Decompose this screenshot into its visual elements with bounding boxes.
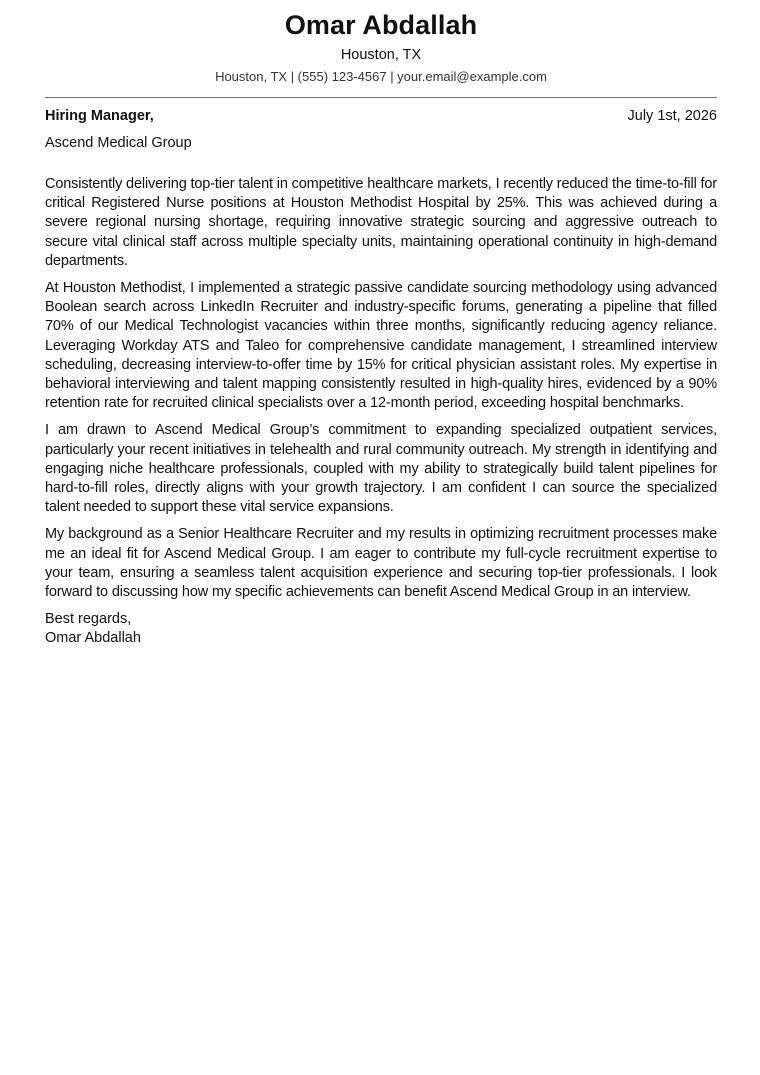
contact-line: Houston, TX | (555) 123-4567 | your.email@example.com — [215, 69, 547, 84]
body-paragraph: Consistently delivering top-tier talent in competitive healthcare markets, I recently reduced the time-to-fill for critical Registered Nurse positions at Houston Methodist Hospital by 25%. This was achieved during a severe regional nursing shortage, requiring innovative strategic sourcing and aggressive outreach to secure vital clinical staff across multiple specialty units, maintaining operational continuity in high-demand departments. — [45, 176, 717, 269]
recipient-company: Ascend Medical Group — [45, 135, 192, 151]
closing-phrase: Best regards, — [45, 611, 132, 628]
salutation: Hiring Manager, — [45, 108, 154, 124]
header-divider — [45, 97, 717, 98]
letter-date: July 1st, 2026 — [627, 108, 717, 124]
letter-closing — [45, 610, 717, 648]
signature-name: Omar Abdallah — [45, 630, 141, 647]
applicant-location: Houston, TX — [340, 47, 422, 63]
letter-header — [45, 10, 717, 85]
cover-letter-page — [45, 0, 717, 649]
letter-body — [45, 175, 717, 602]
body-paragraph: I am drawn to Ascend Medical Group’s commitment to expanding specialized outpatient services, particularly your recent initiatives in telehealth and rural community outreach. My strength in identifying and engaging niche healthcare professionals, coupled with my ability to strategically build talent pipelines for hard-to-fill roles, directly aligns with your growth trajectory. I am confident I can source the specialized talent needed to support these vital service expansions. — [45, 422, 717, 516]
body-paragraph: My background as a Senior Healthcare Recruiter and my results in optimizing recruitment processes make me an ideal fit for Ascend Medical Group. I am eager to contribute my full-cycle recruitment expertise to your team, ensuring a seamless talent acquisition experience and securing top-tier professionals. I look forward to discussing how my specific achievements can benefit Ascend Medical Group in an interview. — [45, 526, 717, 601]
body-paragraph: At Houston Methodist, I implemented a strategic passive candidate sourcing methodology using advanced Boolean search across LinkedIn Recruiter and industry-specific forums, generating a pipeline that filled 70% of our Medical Technologist vacancies within three months, significantly reducing agency reliance. Leveraging Workday ATS and Taleo for comprehensive candidate management, I streamlined interview scheduling, decreasing interview-to-offer time by 15% for critical physician assistant roles. My expertise in behavioral interviewing and talent mapping consistently resulted in high-quality hires, evidenced by a 90% retention rate for recruited clinical specialists over a 12-month period, exceeding hospital benchmarks. — [45, 280, 717, 412]
recipient-date-row — [45, 107, 717, 126]
applicant-name: Omar Abdallah — [284, 10, 478, 40]
